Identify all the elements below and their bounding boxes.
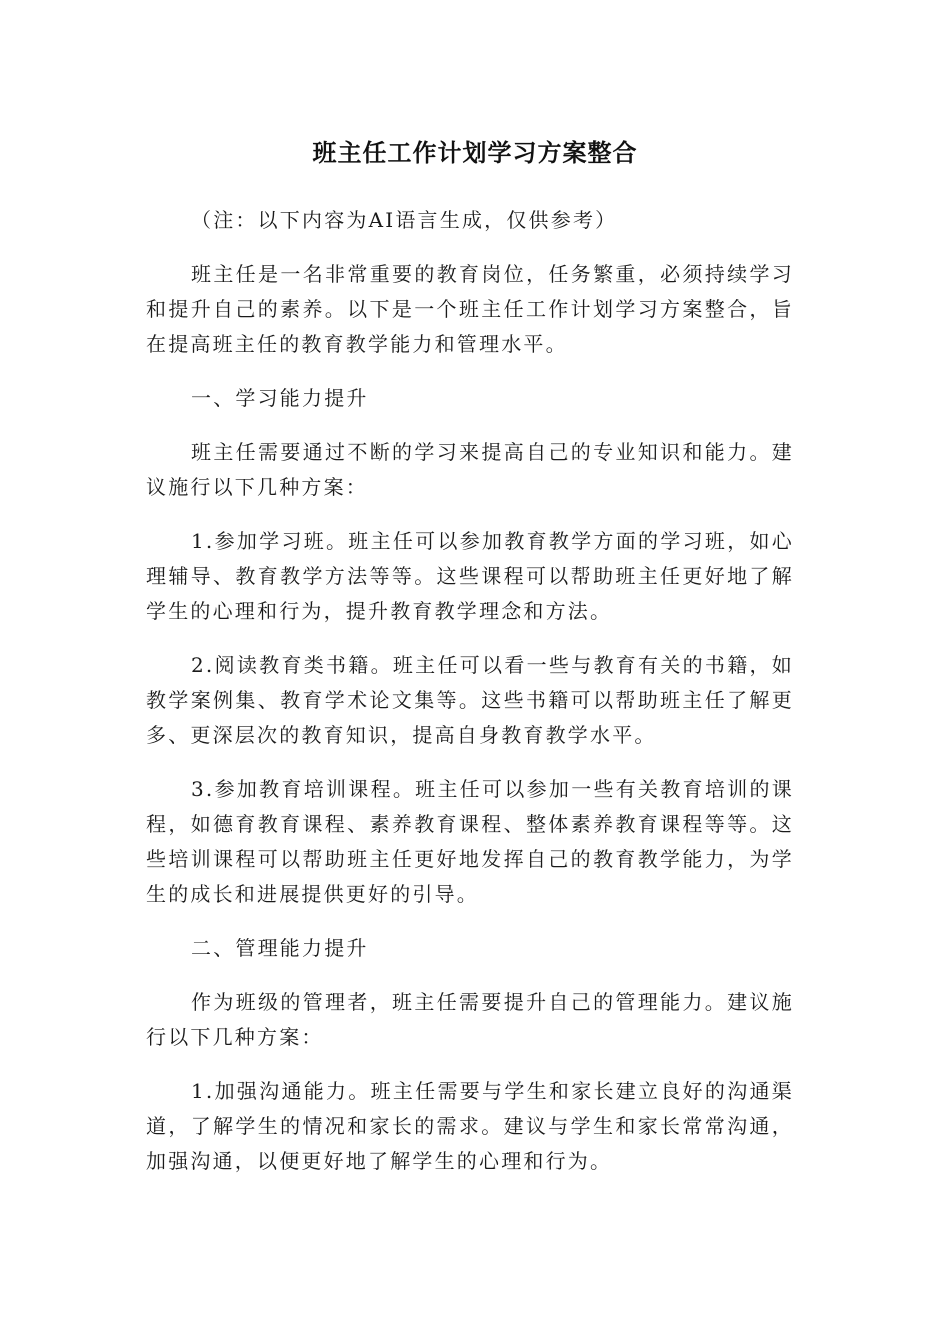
section-heading-learning: 一、学习能力提升 — [191, 386, 369, 410]
intro-paragraph: 班主任是一名非常重要的教育岗位，任务繁重，必须持续学习和提升自己的素养。以下是一个班主任工作计划学习方案整合，旨在提高班主任的教育教学能力和管理水平。 — [146, 262, 794, 356]
document-title: 班主任工作计划学习方案整合 — [312, 139, 638, 167]
section-heading-management: 二、管理能力提升 — [191, 936, 369, 960]
learning-item-3: 3.参加教育培训课程。班主任可以参加一些有关教育培训的课程，如德育教育课程、素养教育课程、整体素养教育课程等等。这些培训课程可以帮助班主任更好地发挥自己的教育教学能力，为学生的成长和进展提供更好的引导。 — [146, 777, 794, 906]
management-intro-paragraph: 作为班级的管理者，班主任需要提升自己的管理能力。建议施行以下几种方案： — [146, 990, 794, 1049]
learning-intro-paragraph: 班主任需要通过不断的学习来提高自己的专业知识和能力。建议施行以下几种方案： — [146, 440, 794, 499]
learning-item-2: 2.阅读教育类书籍。班主任可以看一些与教育有关的书籍，如教学案例集、教育学术论文集等。这些书籍可以帮助班主任了解更多、更深层次的教育知识，提高自身教育教学水平。 — [146, 653, 794, 747]
management-item-1: 1.加强沟通能力。班主任需要与学生和家长建立良好的沟通渠道，了解学生的情况和家长的需求。建议与学生和家长常常沟通，加强沟通，以便更好地了解学生的心理和行为。 — [146, 1079, 794, 1173]
document-body — [146, 203, 794, 1198]
learning-item-1: 1.参加学习班。班主任可以参加教育教学方面的学习班，如心理辅导、教育教学方法等等。这些课程可以帮助班主任更好地了解学生的心理和行为，提升教育教学理念和方法。 — [146, 529, 794, 623]
ai-disclaimer-note: （注：以下内容为AI语言生成，仅供参考） — [191, 208, 618, 232]
